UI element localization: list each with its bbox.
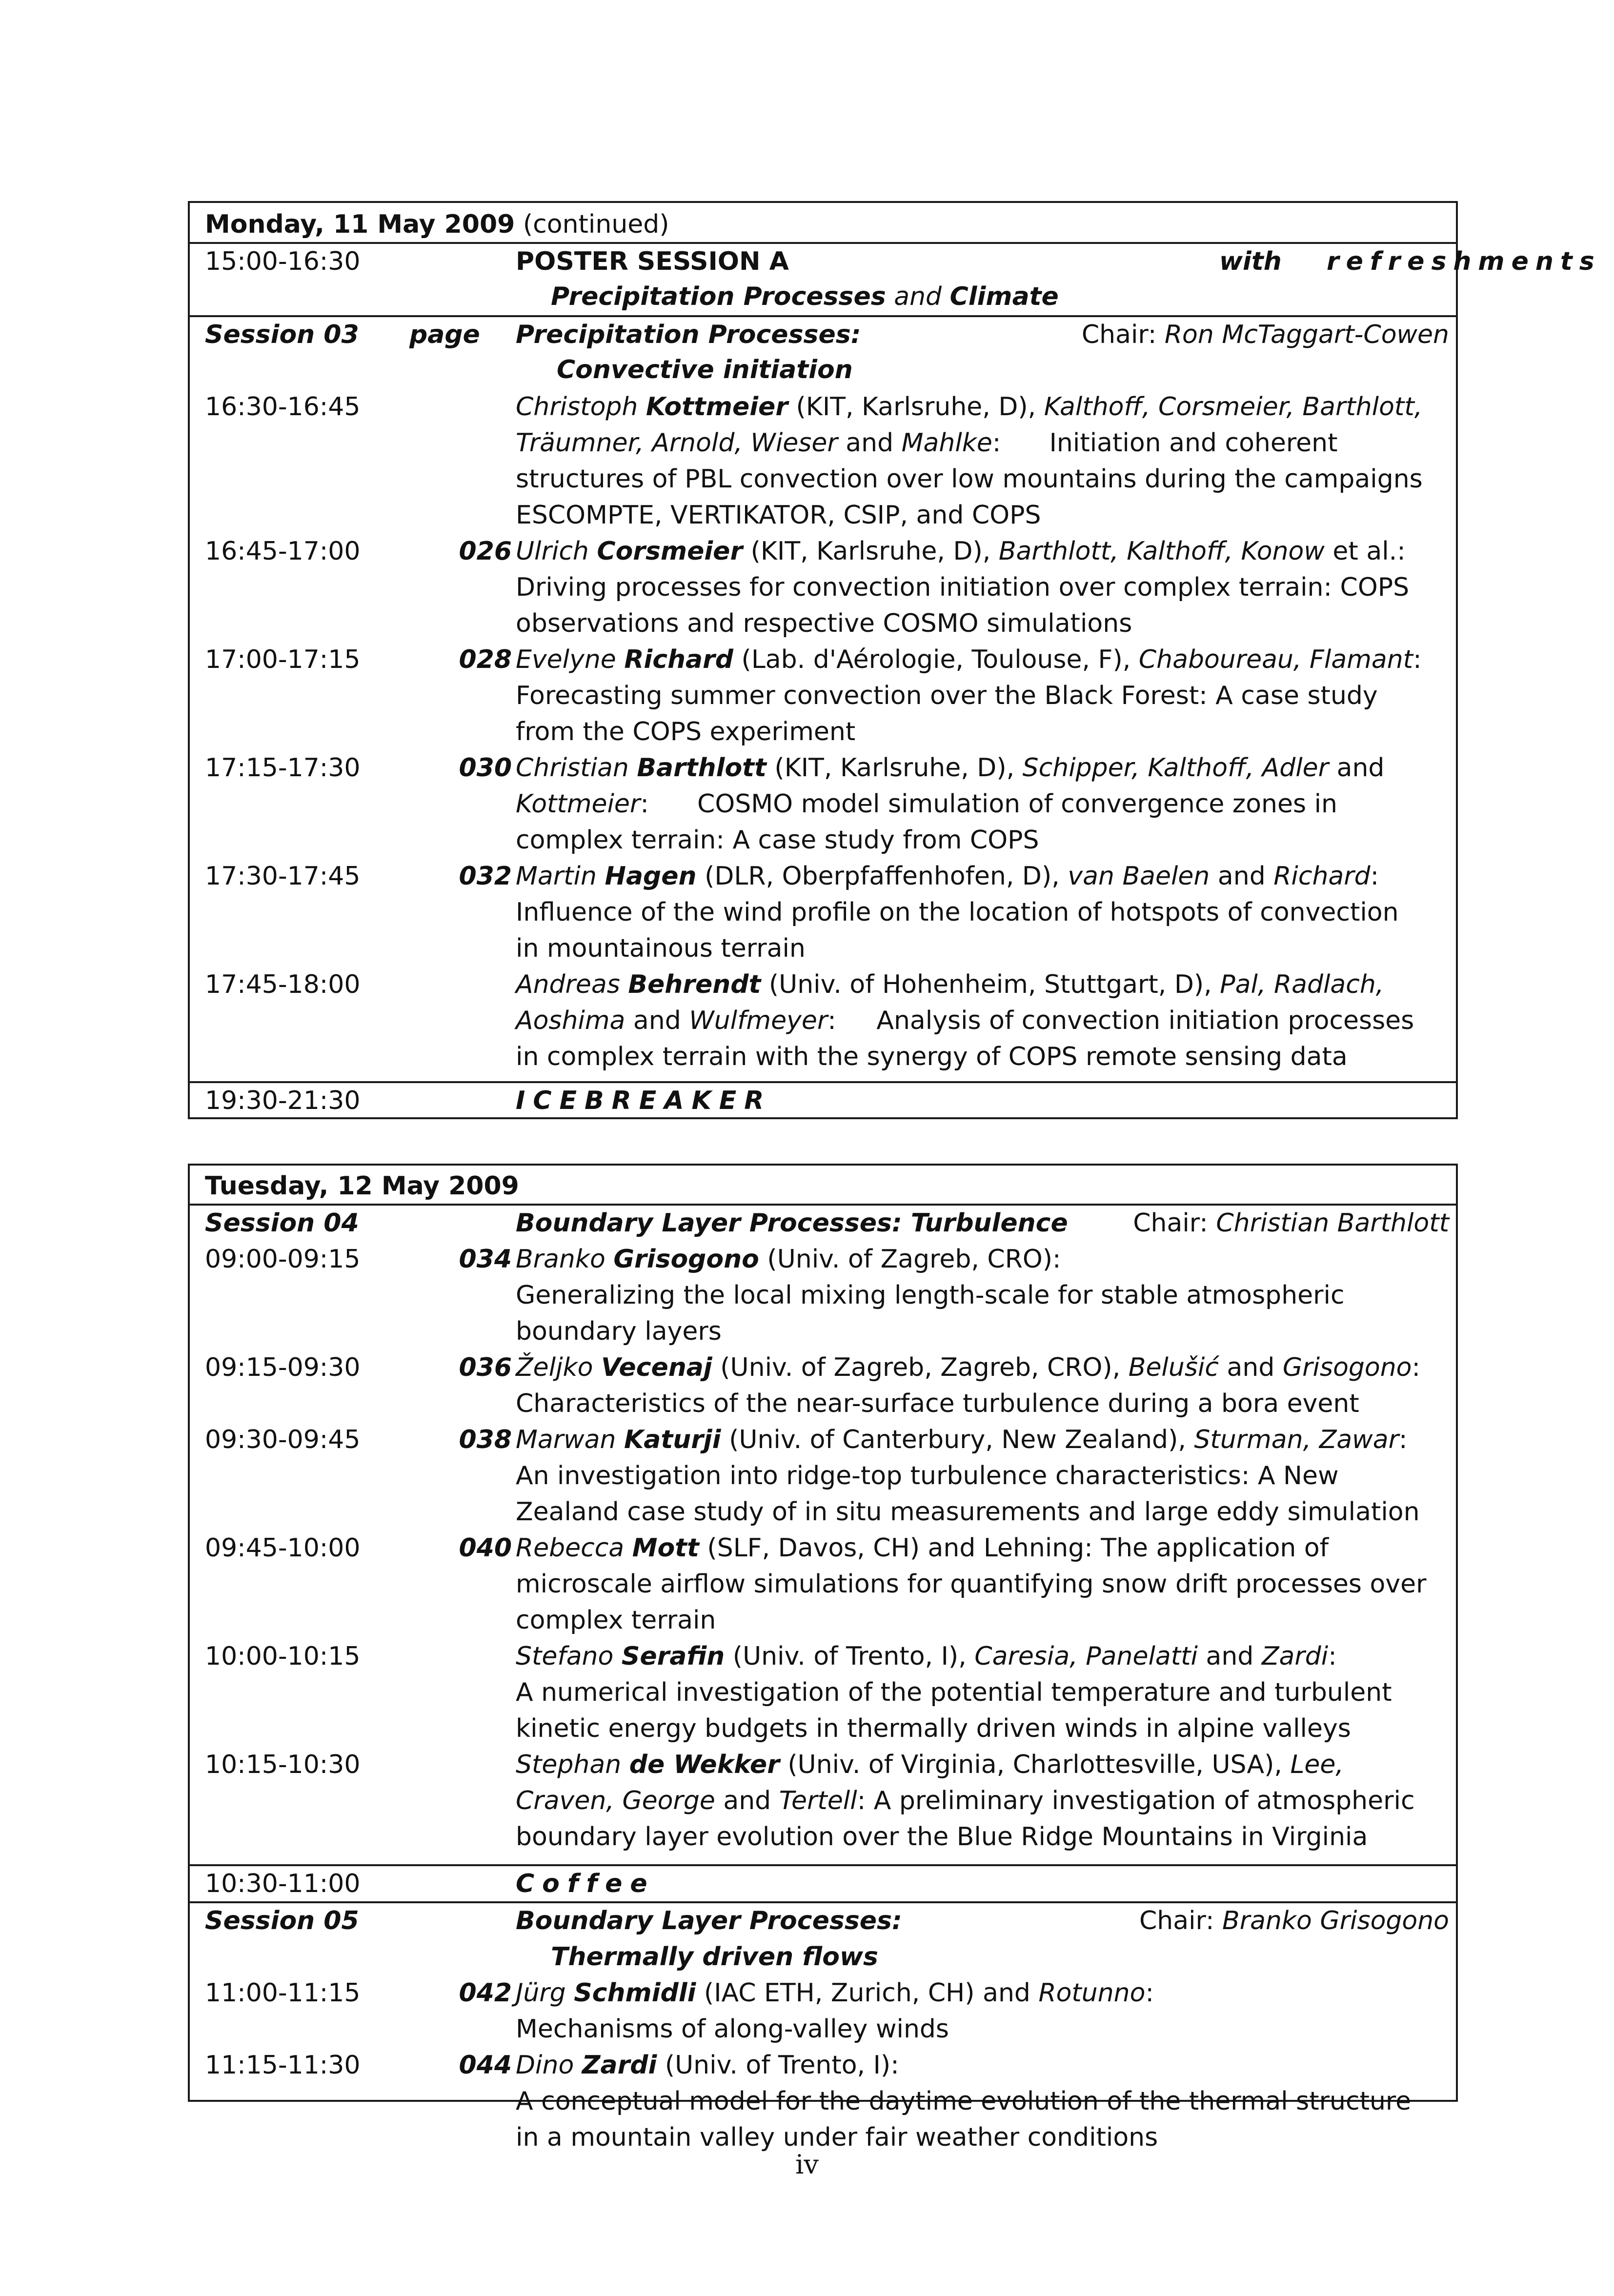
talk-segment: (SLF, Davos, CH) and Lehning: The application of [699,1533,1329,1563]
talk-row [190,750,1456,785]
talk-text [516,1314,722,1349]
talk-segment: complex terrain [516,1606,716,1635]
chair-name: Ron McTaggart-Cowen [1164,320,1449,349]
coffee-time: 10:30-11:00 [205,1869,361,1898]
talk-segment: and [1218,1353,1283,1382]
talk-time: 09:30-09:45 [205,1425,361,1454]
talk-text-line [190,1603,1456,1638]
talk-time: 17:45-18:00 [205,970,361,999]
talk-segment: : [1413,645,1422,674]
talk-segment: A conceptual model for the daytime evolution of the thermal structure [516,2087,1412,2116]
talk-time: 16:45-17:00 [205,537,361,566]
talk-segment: : Analysis of convection initiation processes [827,1006,1414,1035]
talk-text [516,750,1384,785]
talk-segment: Evelyne [516,645,625,674]
session-04-header [190,1206,1456,1241]
talk-text [516,462,1423,497]
talk-segment: Chaboureau, Flamant [1138,645,1413,674]
talk-text-line [190,1711,1456,1746]
talk-segment: de Wekker [629,1750,780,1779]
talk-segment: Corsmeier [597,537,743,566]
talk-segment: Behrendt [628,970,761,999]
talk-text-line [190,1783,1456,1818]
talk-text [516,1422,1407,1457]
talk-segment: boundary layer evolution over the Blue Ridge Mountains in Virginia [516,1822,1368,1852]
talk-segment: Richard [1273,862,1371,891]
talk-segment: Influence of the wind profile on the location of hotspots of convection [516,898,1399,927]
talk-segment: Barthlott, Kalthoff, Konow [998,537,1325,566]
talk-segment: Forecasting summer convection over the Black Forest: A case study [516,681,1378,710]
talk-segment: (Univ. of Zagreb, Zagreb, CRO), [712,1353,1129,1382]
talk-segment: (Univ. of Trento, I), [725,1642,975,1671]
talk-text [516,498,1041,533]
talk-segment: Jürg [516,1978,574,2008]
chair-name: Christian Barthlott [1216,1208,1449,1238]
talk-segment: : [1412,1353,1421,1382]
talk-segment: Rotunno [1038,1978,1146,2008]
talk-segment: and [1197,1642,1262,1671]
talk-segment: Branko [516,1245,614,1274]
talk-segment: Craven, George [516,1786,715,1815]
poster-subtitle [190,279,1456,314]
talk-text [516,1278,1345,1313]
icebreaker-time: 19:30-21:30 [205,1086,361,1115]
talk-page: 038 [459,1425,512,1454]
chair-label: Chair: [1133,1208,1216,1238]
talk-text-line [190,1819,1456,1854]
talk-page: 032 [459,862,512,891]
talk-segment: Ulrich [516,537,597,566]
talk-text [516,1494,1420,1530]
talk-segment: : [1145,1978,1154,2008]
icebreaker-row [190,1083,1456,1118]
talk-text [516,1531,1329,1566]
talk-segment: (Lab. d'Aérologie, Toulouse, F), [733,645,1139,674]
talk-time: 09:15-09:30 [205,1353,361,1382]
day-date: Tuesday, 12 May 2009 [205,1171,519,1201]
talk-text [516,1039,1348,1074]
talk-text-line [190,570,1456,605]
talk-segment: Barthlott [637,753,767,783]
talk-row [190,2048,1456,2083]
talk-segment: Aoshima [516,1006,625,1035]
talk-text-line [190,1278,1456,1313]
talk-time: 10:15-10:30 [205,1750,361,1779]
talk-time: 17:00-17:15 [205,645,361,674]
chair-label: Chair: [1081,320,1165,349]
chair-name: Branko Grisogono [1222,1906,1449,1935]
talk-segment: and [837,428,902,458]
poster-subtitle-and: and [886,282,950,311]
session-04-label: Session 04 [205,1208,359,1238]
talk-text-line [190,1003,1456,1038]
talk-segment: : Initiation and coherent [992,428,1338,458]
icebreaker-label: ICEBREAKER [516,1086,772,1115]
talk-text [516,786,1337,822]
talk-segment: (Univ. of Trento, I): [657,2051,899,2080]
talk-segment: Zealand case study of in situ measurements and large eddy simulation [516,1497,1420,1527]
talk-row [190,1422,1456,1457]
talk-text-line [190,1386,1456,1421]
poster-with: with [1219,247,1282,276]
talk-segment: Stephan [516,1750,629,1779]
talk-segment: : A preliminary investigation of atmospheric [857,1786,1415,1815]
talk-page: 036 [459,1353,512,1382]
talk-segment: boundary layers [516,1317,722,1346]
session-05-title: Boundary Layer Processes: [516,1906,902,1935]
talk-segment: : COSMO model simulation of convergence zones in [640,789,1338,819]
poster-session-row [190,244,1601,279]
page-column-header: page [409,320,480,349]
talk-segment: Sturman, Zawar [1194,1425,1399,1454]
talk-segment: Lee, [1290,1750,1344,1779]
session-header [190,317,1456,352]
talk-text [516,2012,949,2047]
talk-text [516,425,1337,461]
talk-segment: Zardi [1261,1642,1329,1671]
talk-segment: kinetic energy budgets in thermally driven winds in alpine valleys [516,1714,1351,1743]
talk-segment: Zardi [582,2051,657,2080]
talk-segment: (KIT, Karlsruhe, D), [743,537,999,566]
talk-text-line [190,931,1456,966]
tuesday-schedule-table [188,1164,1458,2152]
talk-row [190,642,1456,677]
talk-page: 040 [459,1533,512,1563]
talk-text [516,1639,1337,1674]
talk-segment: Katurji [624,1425,721,1454]
talk-segment: A numerical investigation of the potential temperature and turbulent [516,1678,1392,1707]
talk-text [516,1711,1351,1746]
talk-segment: observations and respective COSMO simulations [516,609,1132,638]
talk-segment: in mountainous terrain [516,934,806,963]
talk-text [516,2048,899,2083]
talk-text [516,823,1039,858]
talk-text [516,1747,1344,1782]
talk-segment: in complex terrain with the synergy of COPS remote sensing data [516,1042,1348,1071]
talk-text-line [190,1314,1456,1349]
talk-time: 10:00-10:15 [205,1642,361,1671]
talk-segment: Richard [624,645,733,674]
talk-segment: microscale airflow simulations for quantifying snow drift processes over [516,1570,1427,1599]
talk-segment: Vecenaj [601,1353,712,1382]
talk-page: 044 [459,2051,512,2080]
coffee-row [190,1866,1456,1901]
talk-text [516,2084,1411,2119]
talk-segment: (DLR, Oberpfaffenhofen, D), [696,862,1068,891]
poster-refreshments: refreshments [1327,247,1601,276]
talk-text [516,967,1384,1002]
talk-segment: Mahlke [901,428,992,458]
talk-segment: Marwan [516,1425,624,1454]
talk-row [190,1639,1456,1674]
talk-text [516,859,1379,894]
talk-text-line [190,2084,1456,2119]
talk-segment: Kottmeier [516,789,641,819]
talk-time: 09:45-10:00 [205,1533,361,1563]
talk-segment: Grisogono [613,1245,759,1274]
talk-segment: complex terrain: A case study from COPS [516,826,1039,855]
talk-page: 042 [459,1978,512,2008]
talk-page: 026 [459,537,512,566]
session-subtitle-row [190,352,1456,387]
talk-row [190,1531,1456,1566]
poster-subtitle-b: Climate [949,282,1059,311]
talk-text [516,1975,1154,2011]
day-date: Monday, 11 May 2009 [205,210,515,239]
talk-segment: Tertell [779,1786,857,1815]
talk-segment: Hagen [605,862,697,891]
talk-text [516,1567,1427,1602]
talk-segment: (IAC ETH, Zurich, CH) and [696,1978,1039,2008]
talk-row [190,1747,1456,1782]
talk-text [516,606,1132,641]
talk-segment: Pal, Radlach, [1220,970,1384,999]
talk-text-line [190,895,1456,930]
talk-text [516,1003,1414,1038]
poster-title: POSTER SESSION A [516,247,789,276]
session-05-subtitle: Thermally driven flows [551,1942,878,1972]
talk-text [516,1603,716,1638]
talk-segment: Rebecca [516,1533,632,1563]
session-05-label: Session 05 [205,1906,359,1935]
talk-segment: in a mountain valley under fair weather conditions [516,2123,1158,2152]
talk-segment: (Univ. of Canterbury, New Zealand), [721,1425,1194,1454]
talk-page: 034 [459,1245,512,1274]
talk-text [516,1386,1359,1421]
talk-text [516,1350,1420,1385]
talk-text [516,931,806,966]
talk-segment: : [1398,1425,1408,1454]
session-title: Precipitation Processes: [516,320,861,349]
talk-text [516,642,1422,677]
talk-text [516,1783,1415,1818]
talk-text-line [190,1039,1456,1074]
talk-text [516,1458,1338,1493]
talk-text-line [190,1458,1456,1493]
page-number: iv [795,2149,819,2180]
talk-segment: Grisogono [1282,1353,1412,1382]
chair-label: Chair: [1139,1906,1223,1935]
talk-segment: An investigation into ridge-top turbulence characteristics: A New [516,1461,1339,1490]
talk-row [190,1242,1456,1277]
talk-segment: Mott [632,1533,699,1563]
poster-time: 15:00-16:30 [205,247,361,276]
talk-segment: Driving processes for convection initiation over complex terrain: COPS [516,573,1410,602]
talk-text [516,1675,1392,1710]
talk-segment: Andreas [516,970,628,999]
talk-segment: et al.: [1324,537,1406,566]
talk-segment: Kottmeier [646,392,788,422]
talk-segment: from the COPS experiment [516,717,856,746]
session-05-header [190,1903,1456,1938]
talk-segment: and [1210,862,1274,891]
talk-text-line [190,1494,1456,1530]
session-04-title: Boundary Layer Processes: Turbulence [516,1208,1068,1238]
session-05-subtitle-row [190,1939,1456,1974]
talk-text-line [190,1567,1456,1602]
talk-row [190,1350,1456,1385]
talk-text [516,534,1406,569]
talk-segment: Serafin [621,1642,725,1671]
talk-segment: Dino [516,2051,582,2080]
talk-text [516,714,855,749]
talk-segment: Kalthoff, Corsmeier, Barthlott, [1044,392,1423,422]
monday-schedule-table [188,201,1601,1119]
talk-text-line [190,786,1456,822]
talk-time: 11:00-11:15 [205,1978,361,2008]
talk-row [190,389,1456,424]
day-header [190,207,1456,242]
talk-segment: Christian [516,753,637,783]
talk-segment: Belušić [1128,1353,1219,1382]
session-label: Session 03 [205,320,359,349]
talk-text-line [190,714,1456,749]
talk-page: 030 [459,753,512,783]
talk-text-line [190,606,1456,641]
talk-segment: (KIT, Karlsruhe, D), [766,753,1023,783]
talk-text-line [190,2012,1456,2047]
talk-segment: ESCOMPTE, VERTIKATOR, CSIP, and COPS [516,501,1041,530]
talk-segment: structures of PBL convection over low mountains during the campaigns [516,464,1423,494]
talk-segment: Wulfmeyer [689,1006,828,1035]
talk-text [516,678,1378,713]
day-header [190,1168,1456,1204]
talk-row [190,534,1456,569]
talk-row [190,1975,1456,2011]
talk-text [516,1242,1061,1277]
talk-text [516,570,1409,605]
talk-segment: Generalizing the local mixing length-scale for stable atmospheric [516,1281,1345,1310]
session-subtitle: Convective initiation [557,355,853,384]
talk-text-line [190,498,1456,533]
talk-page: 028 [459,645,512,674]
talk-text-line [190,823,1456,858]
talk-segment: (Univ. of Zagreb, CRO): [759,1245,1061,1274]
talk-segment: (KIT, Karlsruhe, D), [787,392,1044,422]
talk-segment: Schipper, Kalthoff, Adler [1022,753,1329,783]
talk-text-line [190,1675,1456,1710]
talk-text-line [190,462,1456,497]
talk-segment: Stefano [516,1642,622,1671]
talk-segment: van Baelen [1068,862,1210,891]
talk-segment: : [1328,1642,1337,1671]
poster-subtitle-a: Precipitation Processes [551,282,886,311]
talk-row [190,859,1456,894]
talk-time: 17:30-17:45 [205,862,361,891]
talk-segment: Christoph [516,392,646,422]
talk-segment: Martin [516,862,605,891]
day-note: (continued) [523,210,669,239]
talk-segment: Caresia, Panelatti [974,1642,1198,1671]
talk-segment: and [1329,753,1385,783]
talk-segment: Schmidli [574,1978,696,2008]
talk-text [516,1819,1368,1854]
talk-segment: (Univ. of Virginia, Charlottesville, USA), [779,1750,1291,1779]
talk-segment: : [1370,862,1379,891]
talk-segment: and [625,1006,689,1035]
talk-time: 11:15-11:30 [205,2051,361,2080]
talk-segment: Željko [516,1353,601,1382]
talk-text-line [190,678,1456,713]
talk-segment: Träumner, Arnold, Wieser [516,428,838,458]
talk-row [190,967,1456,1002]
talk-segment: (Univ. of Hohenheim, Stuttgart, D), [761,970,1220,999]
talk-text [516,895,1399,930]
talk-time: 09:00-09:15 [205,1245,361,1274]
talk-time: 16:30-16:45 [205,392,361,422]
talk-segment: and [715,1786,779,1815]
talk-segment: Characteristics of the near-surface turbulence during a bora event [516,1389,1359,1418]
coffee-label: Coffee [516,1869,655,1898]
talk-text-line [190,425,1456,461]
talk-text [516,389,1422,424]
talk-segment: Mechanisms of along-valley winds [516,2014,949,2044]
talk-time: 17:15-17:30 [205,753,361,783]
